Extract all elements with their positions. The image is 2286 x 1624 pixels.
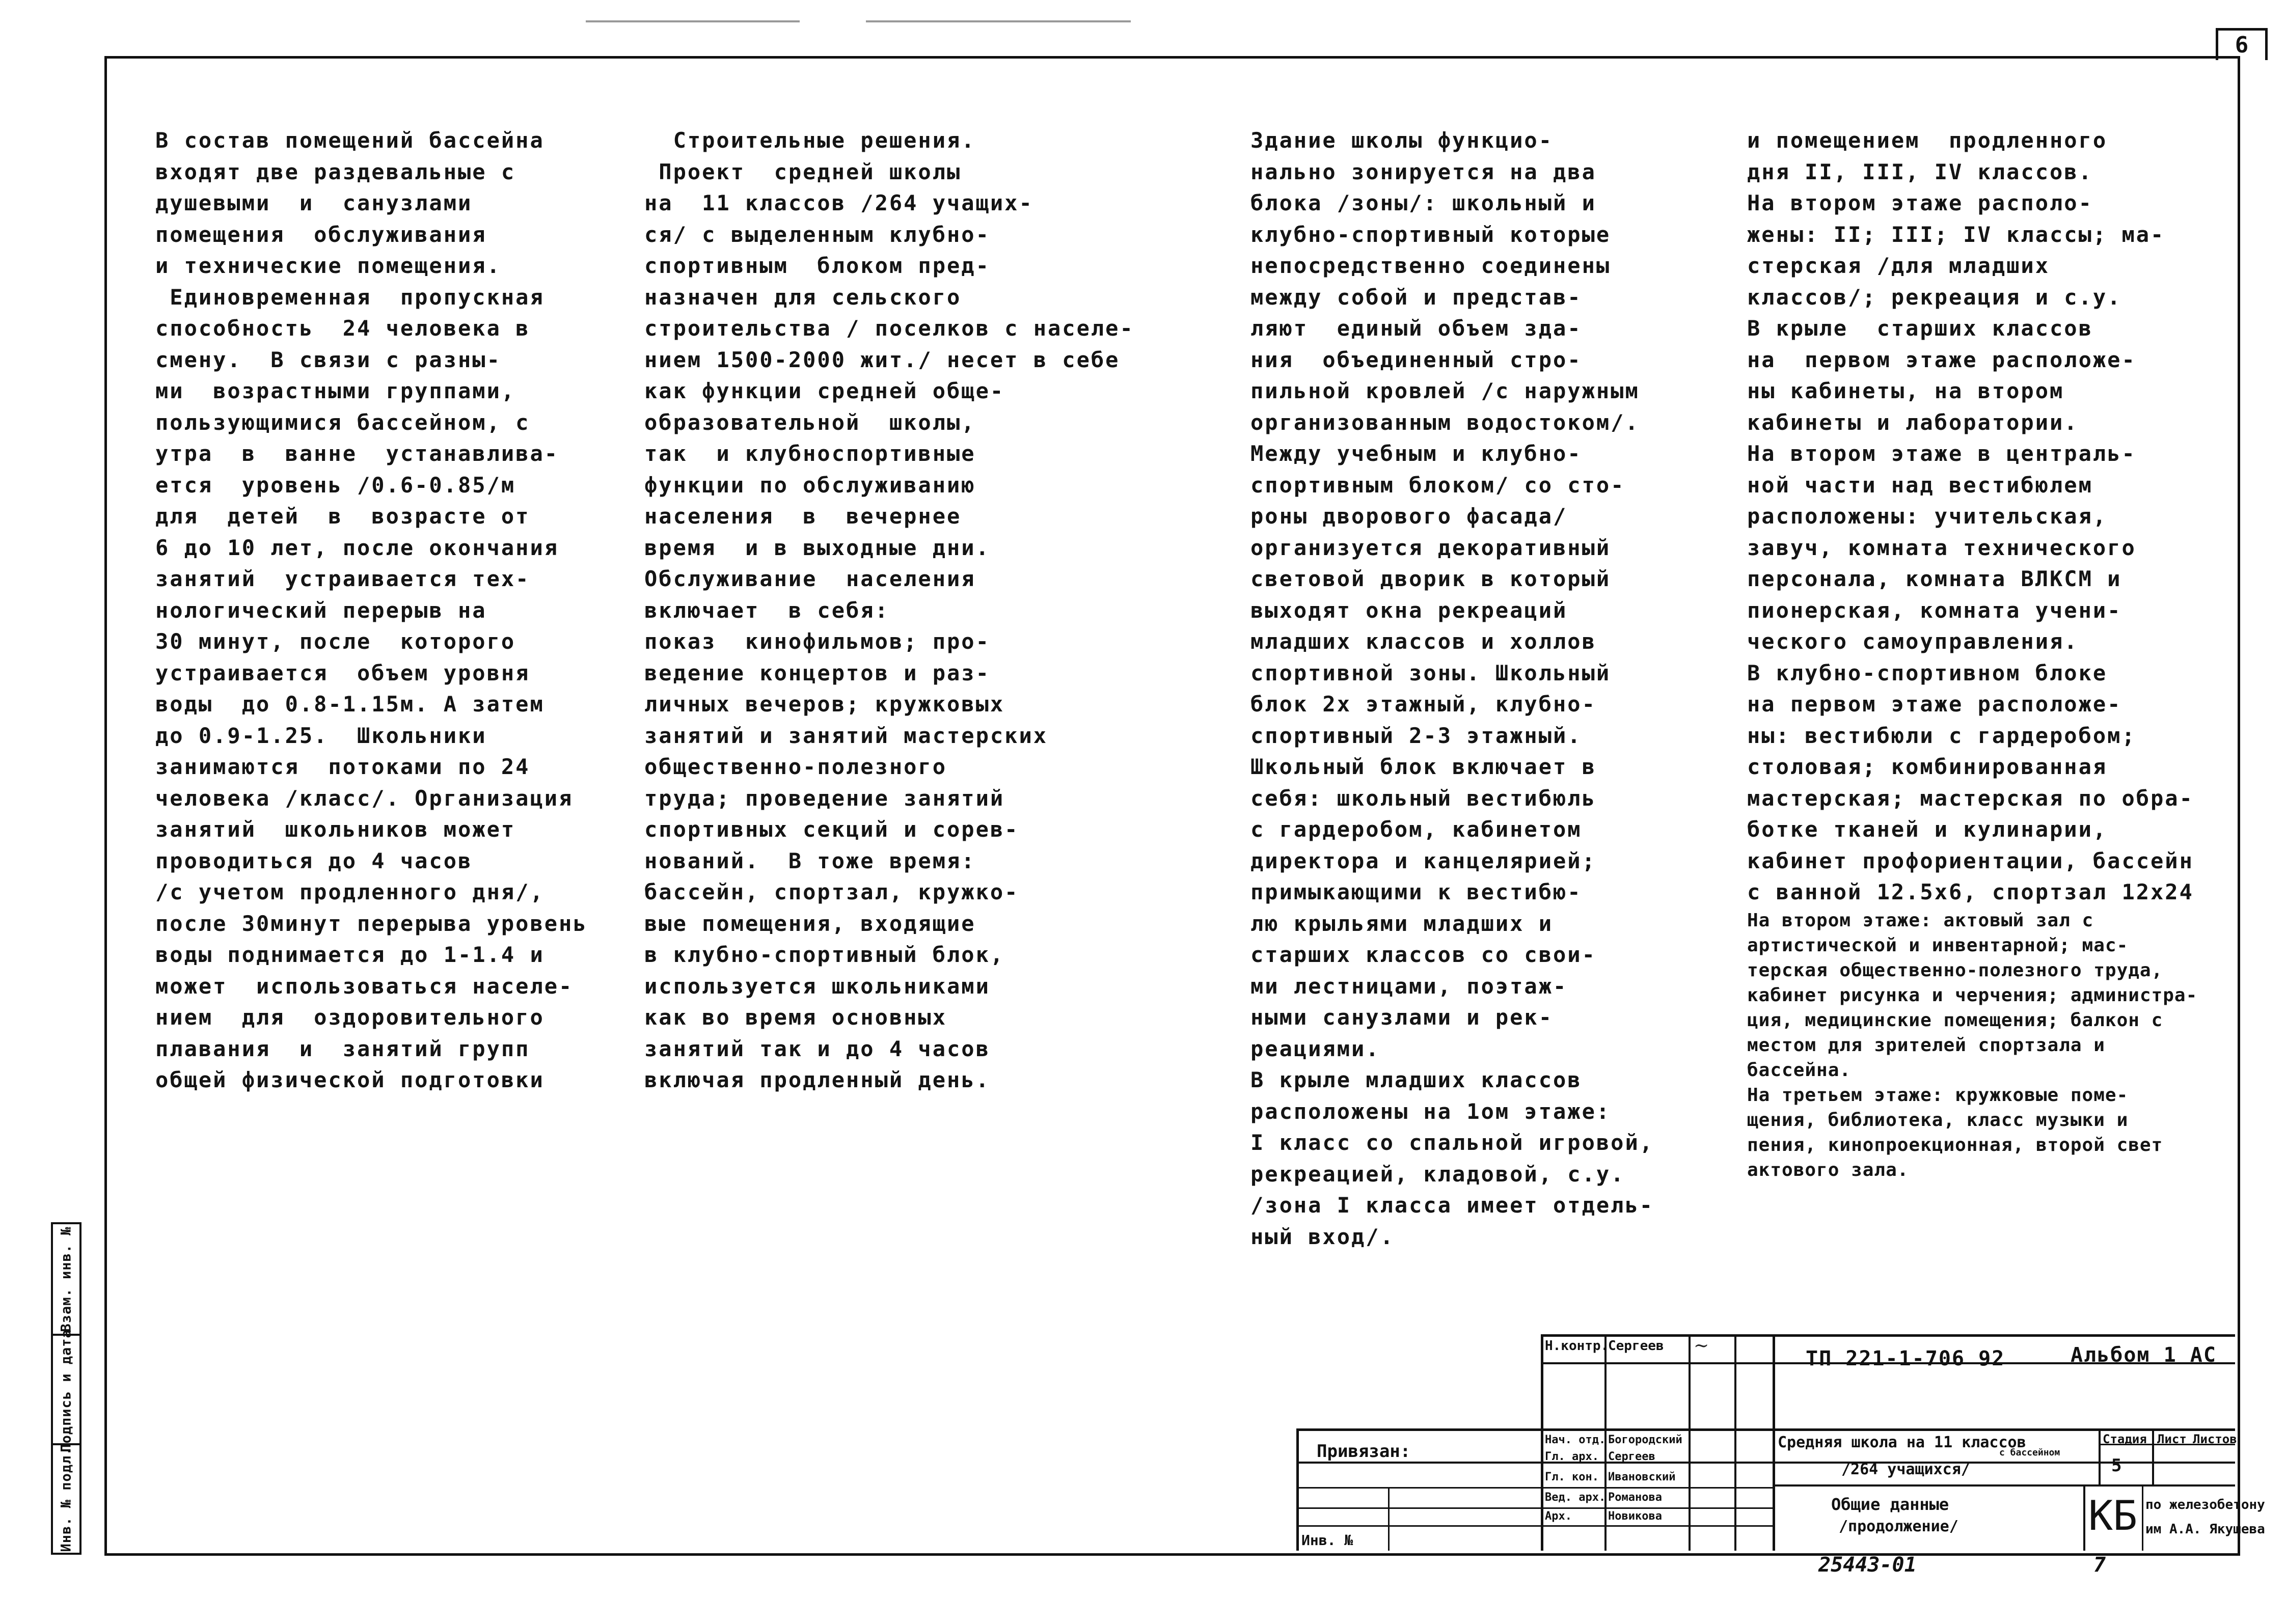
text-line: и помещением продленного [1747, 128, 2108, 153]
album-label: Альбом 1 АС [2071, 1343, 2217, 1367]
text-line: включает в себя: [644, 597, 889, 623]
text-line: ческого самоуправления. [1747, 629, 2079, 654]
text-line: персонала, комната ВЛКСМ и [1747, 566, 2122, 591]
text-line: может использоваться населе- [155, 973, 574, 999]
text-line: директора и канцелярией; [1250, 848, 1596, 873]
text-line: спортивным блоком пред- [644, 253, 990, 278]
text-line: 30 минут, после которого [155, 629, 516, 654]
n-kontr-name: Сергеев [1608, 1338, 1664, 1354]
text-line: ся/ с выделенным клубно- [644, 222, 990, 247]
text-line: способность 24 человека в [155, 316, 530, 341]
text-line: /зона I класса имеет отдель- [1250, 1193, 1654, 1218]
text-line: роны дворового фасада/ [1250, 504, 1568, 529]
text-line: ными санузлами и рек- [1250, 1005, 1554, 1030]
text-line: нований. В тоже время: [644, 848, 976, 873]
text-line: населения в вечернее [644, 504, 962, 529]
text-line: спортивной зоны. Школьный [1250, 660, 1611, 685]
text-line: столовая; комбинированная [1747, 754, 2108, 779]
text-line: световой дворик в который [1250, 566, 1611, 591]
text-line: младших классов и холлов [1250, 629, 1596, 654]
text-line: классов/; рекреация и с.у. [1747, 284, 2122, 310]
text-line: пионерская, комната учени- [1747, 597, 2122, 623]
role-4: Вед. арх. [1545, 1491, 1606, 1504]
text-line: ботке тканей и кулинарии, [1747, 817, 2108, 842]
text-column-3 [1250, 125, 1654, 1252]
text-line: общей физической подготовки [155, 1067, 545, 1092]
text-line: человека /класс/. Организация [155, 785, 574, 811]
text-line: рекреацией, кладовой, с.у. [1250, 1161, 1625, 1187]
text-line: блока /зоны/: школьный и [1250, 190, 1596, 215]
text-line: общественно-полезного [644, 754, 947, 779]
text-line: нием для оздоровительного [155, 1005, 545, 1030]
text-line: артистической и инвентарной; мас- [1747, 934, 2129, 956]
text-line: образовательной школы, [644, 409, 976, 435]
text-line: кабинеты и лаборатории. [1747, 409, 2079, 435]
text-line: и технические помещения. [155, 253, 501, 278]
text-line: воды до 0.8-1.15м. А затем [155, 692, 545, 717]
doc-title: Общие данные [1831, 1495, 1949, 1514]
text-line: кабинет профориентации, бассейн [1747, 848, 2194, 873]
role-1: Нач. отд. [1545, 1434, 1606, 1446]
text-line: I класс со спальной игровой, [1250, 1130, 1654, 1155]
name-4: Романова [1608, 1491, 1662, 1504]
text-line: утра в ванне устанавлива- [155, 441, 559, 466]
strip-cell-podpis [53, 1329, 79, 1452]
text-line: щения, библиотека, класс музыки и [1747, 1109, 2129, 1131]
top-edge-scribble [586, 20, 800, 22]
text-line: реациями. [1250, 1036, 1380, 1061]
text-line: занятий школьников может [155, 817, 516, 842]
text-line: ми возрастными группами, [155, 378, 516, 403]
text-line: с гардеробом, кабинетом [1250, 817, 1582, 842]
text-line: время и в выходные дни. [644, 535, 990, 560]
org-line1: по железобетону [2145, 1497, 2265, 1512]
text-line: показ кинофильмов; про- [644, 629, 990, 654]
text-line: бассейна. [1747, 1059, 1852, 1081]
bottom-number: 7 [2093, 1553, 2106, 1577]
inv-no-label: Инв. № [1301, 1532, 1353, 1549]
text-line: блок 2х этажный, клубно- [1250, 692, 1596, 717]
title-main: Средняя школа на 11 классов [1778, 1434, 2026, 1451]
text-line: нологический перерыв на [155, 597, 487, 623]
text-line: непосредственно соединены [1250, 253, 1611, 278]
name-3: Ивановский [1608, 1471, 1676, 1483]
org-mark: КБ [2088, 1492, 2138, 1539]
text-line: используется школьниками [644, 973, 990, 999]
podpis-data-label: Подпись и дата [58, 1329, 74, 1452]
text-line: местом для зрителей спортзала и [1747, 1034, 2105, 1056]
text-line: В крыле старших классов [1747, 316, 2093, 341]
text-line: как функции средней обще- [644, 378, 1005, 403]
text-column-2 [644, 125, 1134, 1096]
text-line: В крыле младших классов [1250, 1067, 1582, 1092]
text-line: ный вход/. [1250, 1224, 1395, 1249]
text-line: дня II, III, IV классов. [1747, 159, 2093, 184]
text-line: спортивных секций и сорев- [644, 817, 1019, 842]
text-line: жены: II; III; IV классы; ма- [1747, 222, 2165, 247]
text-line: спортивным блоком/ со сто- [1250, 472, 1625, 498]
top-edge-scribble [866, 20, 1131, 22]
text-line: на 11 классов /264 учащих- [644, 190, 1033, 215]
text-line: занятий так и до 4 часов [644, 1036, 990, 1061]
title-sub2: /264 учащихся/ [1841, 1461, 1970, 1478]
text-column-4 [1747, 125, 2197, 1182]
sheet-value: 5 [2111, 1455, 2122, 1476]
text-line: завуч, комната технического [1747, 535, 2136, 560]
text-line: терская общественно-полезного труда, [1747, 959, 2163, 981]
text-line: актового зала. [1747, 1159, 1909, 1180]
title-block [1296, 1334, 2265, 1551]
text-line: лю крыльями младших и [1250, 911, 1554, 936]
org-line2: им А.А. Якушева [2145, 1522, 2265, 1537]
text-line: в клубно-спортивный блок, [644, 942, 1005, 967]
text-line: проводиться до 4 часов [155, 848, 473, 873]
text-line: личных вечеров; кружковых [644, 692, 1005, 717]
text-line: клубно-спортивный которые [1250, 222, 1611, 247]
text-line: выходят окна рекреаций [1250, 597, 1568, 623]
text-line: ется уровень /0.6-0.85/м [155, 472, 516, 498]
vzam-inv-label: Взам. инв. № [58, 1226, 74, 1332]
name-5: Новикова [1608, 1510, 1662, 1523]
text-line: На втором этаже: актовый зал с [1747, 910, 2094, 931]
text-line: функции по обслуживанию [644, 472, 976, 498]
text-line: строительства / поселков с населе- [644, 316, 1134, 341]
title-sub: с бассейном [1999, 1447, 2060, 1458]
text-line: на первом этаже расположе- [1747, 692, 2122, 717]
doc-sub: /продолжение/ [1839, 1518, 1958, 1535]
role-2: Гл. арх. [1545, 1450, 1599, 1463]
text-line: расположены: учительская, [1747, 504, 2108, 529]
text-column-1 [155, 125, 588, 1096]
text-line: воды поднимается до 1-1.4 и [155, 942, 545, 967]
name-1: Богородский [1608, 1434, 1682, 1446]
text-line: организуется декоративный [1250, 535, 1611, 560]
text-line: занятий устраивается тех- [155, 566, 530, 591]
text-line: 6 до 10 лет, после окончания [155, 535, 559, 560]
text-line: стерская /для младших [1747, 253, 2050, 278]
text-line: Обслуживание населения [644, 566, 976, 591]
text-line: примыкающими к вестибю- [1250, 879, 1582, 904]
text-line: занимаются потоками по 24 [155, 754, 530, 779]
bottom-code: 25443-01 [1818, 1553, 1917, 1577]
text-line: На втором этаже располо- [1747, 190, 2093, 215]
text-line: мастерская; мастерская по обра- [1747, 785, 2194, 811]
privyazan-label: Привязан: [1317, 1441, 1411, 1462]
sheet-label: Лист [2157, 1432, 2187, 1446]
text-line: пильной кровлей /с наружным [1250, 378, 1640, 403]
text-line: душевыми и санузлами [155, 190, 473, 215]
text-line: организованным водостоком/. [1250, 409, 1640, 435]
text-line: расположены на 1ом этаже: [1250, 1098, 1611, 1124]
strip-cell-vzam [53, 1224, 79, 1334]
text-line: В состав помещений бассейна [155, 128, 545, 153]
text-line: как во время основных [644, 1005, 947, 1030]
text-line: плавания и занятий групп [155, 1036, 530, 1061]
text-line: Строительные решения. [644, 128, 976, 153]
text-line: Школьный блок включает в [1250, 754, 1596, 779]
text-line: так и клубноспортивные [644, 441, 976, 466]
text-line: ция, медицинские помещения; балкон с [1747, 1009, 2163, 1031]
sheets-label: Листов [2193, 1432, 2237, 1446]
project-code: ТП 221-1-706 92 [1806, 1347, 2005, 1370]
text-line: для детей в возрасте от [155, 504, 530, 529]
name-2: Сергеев [1608, 1450, 1655, 1463]
page-number: 6 [2216, 28, 2268, 60]
text-line: Единовременная пропускная [155, 284, 545, 310]
n-kontr-label: Н.контр. [1545, 1338, 1609, 1354]
text-line: спортивный 2-3 этажный. [1250, 723, 1582, 748]
text-line: после 30минут перерыва уровень [155, 911, 588, 936]
text-line: между собой и представ- [1250, 284, 1582, 310]
text-line: назначен для сельского [644, 284, 962, 310]
text-line: с ванной 12.5х6, спортзал 12х24 [1747, 879, 2194, 904]
stage-label: Стадия [2103, 1432, 2147, 1446]
text-line: старших классов со свои- [1250, 942, 1596, 967]
signature-mark: ~ [1694, 1335, 1709, 1356]
text-line: устраивается объем уровня [155, 660, 530, 685]
text-line: На втором этаже в централь- [1747, 441, 2136, 466]
text-line: пения, кинопроекционная, второй свет [1747, 1134, 2163, 1155]
text-line: помещения обслуживания [155, 222, 487, 247]
text-line: ния объединенный стро- [1250, 347, 1582, 372]
inv-podl-label: Инв. № подл. [58, 1446, 74, 1552]
text-line: Между учебным и клубно- [1250, 441, 1582, 466]
text-line: ляют единый объем зда- [1250, 316, 1582, 341]
text-line: входят две раздевальные с [155, 159, 516, 184]
text-line: ми лестницами, поэтаж- [1250, 973, 1568, 999]
text-line: ной части над вестибюлем [1747, 472, 2093, 498]
text-line: ны кабинеты, на втором [1747, 378, 2064, 403]
text-line: занятий и занятий мастерских [644, 723, 1048, 748]
text-line: себя: школьный вестибюль [1250, 785, 1596, 811]
text-line: пользующимися бассейном, с [155, 409, 530, 435]
text-line: до 0.9-1.25. Школьники [155, 723, 487, 748]
left-side-strip [51, 1222, 81, 1555]
text-line: вые помещения, входящие [644, 911, 976, 936]
role-5: Арх. [1545, 1510, 1572, 1523]
text-line: Проект средней школы [644, 159, 962, 184]
text-line: На третьем этаже: кружковые поме- [1747, 1084, 2129, 1106]
text-line: на первом этаже расположе- [1747, 347, 2136, 372]
text-line: В клубно-спортивном блоке [1747, 660, 2108, 685]
text-line: ведение концертов и раз- [644, 660, 990, 685]
text-line: бассейн, спортзал, кружко- [644, 879, 1019, 904]
role-3: Гл. кон. [1545, 1471, 1599, 1483]
text-line: ны: вестибюли с гардеробом; [1747, 723, 2136, 748]
text-line: кабинет рисунка и черчения; администра- [1747, 984, 2198, 1006]
text-line: нием 1500-2000 жит./ несет в себе [644, 347, 1120, 372]
strip-cell-inv [53, 1443, 79, 1553]
text-line: /с учетом продленного дня/, [155, 879, 545, 904]
text-line: Здание школы функцио- [1250, 128, 1554, 153]
text-line: нально зонируется на два [1250, 159, 1596, 184]
text-line: включая продленный день. [644, 1067, 990, 1092]
text-line: смену. В связи с разны- [155, 347, 501, 372]
text-line: труда; проведение занятий [644, 785, 1005, 811]
